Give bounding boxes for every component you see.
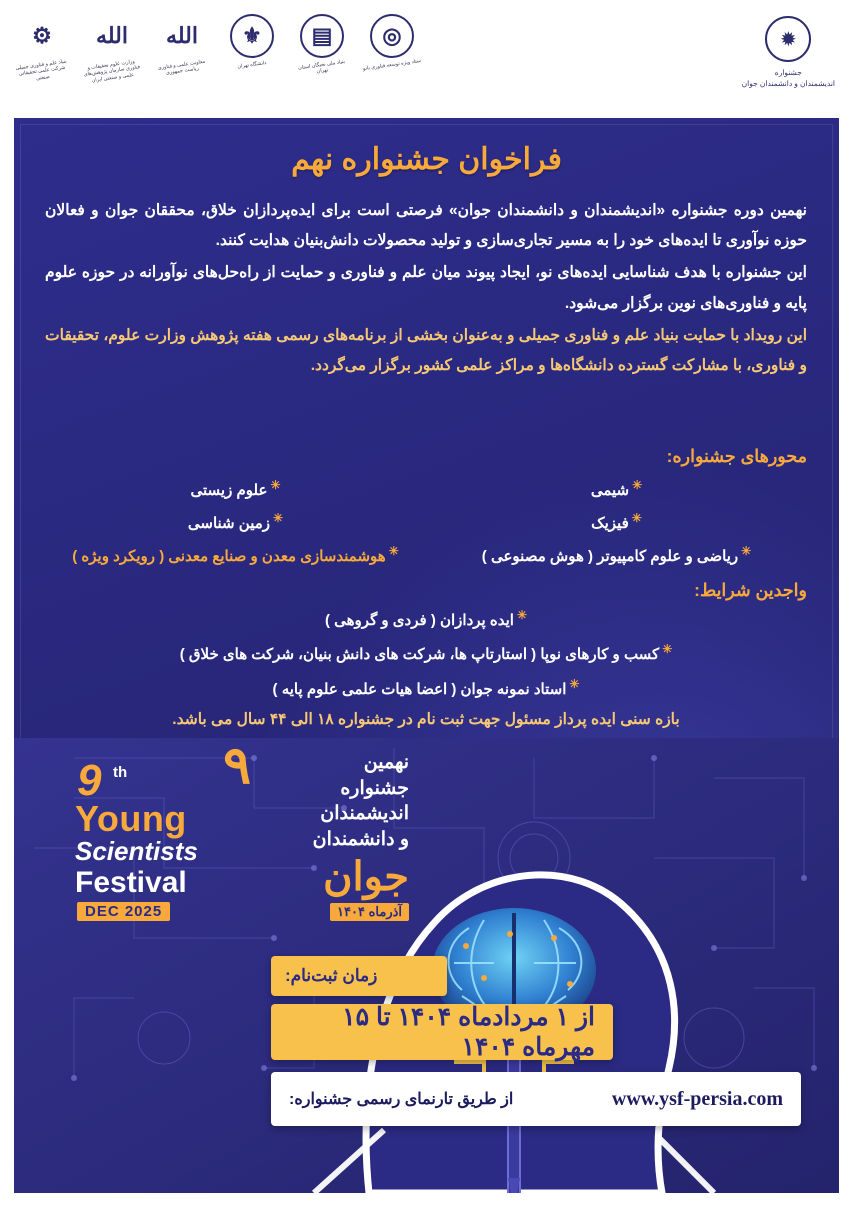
- sponsor-logo-caption: ستاد ویژه توسعه فناوری نانو: [362, 57, 422, 73]
- axis-item: [45, 506, 426, 539]
- eligibility-label: کسب و کارهای نوپا ( استارتاپ ها، شرکت های دانش بنیان، شرکت های خلاق ): [179, 646, 660, 664]
- wordmark-young: Young: [75, 798, 187, 839]
- festival-seal-caption-line2: اندیشمندان و دانشمندان جوان: [741, 79, 835, 89]
- eligibility-label: استاد نمونه جوان ( اعضا هیات علمی علوم پایه ): [272, 680, 567, 698]
- poster: [14, 118, 839, 1193]
- website-url[interactable]: www.ysf-persia.com: [611, 1087, 783, 1110]
- sponsor-logo-caption: دانشگاه تهران: [237, 59, 267, 71]
- intro-paragraph-2: این جشنواره با هدف شناسایی ایده‌های نو، ایجاد پیوند میان علم و فناوری و حمایت از راه‌حل‌های نوآورانه در حوزه علوم پایه و فناوری‌های نوین برگزار می‌شود.: [45, 264, 807, 312]
- eligibility-item: [45, 603, 807, 637]
- book-tower-icon: ▤: [300, 14, 344, 58]
- festival-seal-caption: [742, 67, 835, 90]
- axis-label: شیمی: [590, 482, 630, 499]
- sponsor-logo: [362, 14, 422, 73]
- sponsor-logo: [14, 14, 70, 81]
- sponsor-logo: [83, 14, 141, 84]
- festival-seal-caption-line1: جشنواره: [774, 68, 802, 77]
- axis-item: [426, 539, 807, 572]
- axis-label: علوم زیستی: [190, 482, 268, 499]
- wordmark-fa-line4: و دانشمندان: [312, 828, 409, 850]
- axis-item: [426, 506, 807, 539]
- axes-column-right: [426, 473, 807, 572]
- bullet-star-icon: ✳: [273, 511, 284, 525]
- spiral-emblem-icon: ◎: [370, 14, 414, 58]
- iran-emblem-icon: الله: [166, 23, 198, 48]
- bullet-star-icon: ✳: [270, 478, 281, 492]
- sponsor-logo-caption: معاونت علمی و فناوری ریاست جمهوری: [157, 58, 206, 77]
- iran-emblem-2-icon: الله: [96, 23, 128, 48]
- wordmark-scientists: Scientists: [75, 836, 198, 866]
- eligibility-item: [45, 672, 807, 706]
- wordmark-fa-javan: جوان: [323, 854, 409, 899]
- festival-seal: [742, 16, 835, 90]
- axis-label: ریاضی و علوم کامپیوتر ( هوش مصنوعی ): [481, 548, 739, 565]
- bullet-star-icon: ✳: [569, 676, 580, 691]
- wordmark-fa-block: [259, 750, 409, 921]
- sponsor-logo: [294, 14, 350, 75]
- wordmark-date-badge: DEC 2025: [77, 902, 170, 921]
- header-logo-bar: [0, 0, 853, 118]
- axis-label: هوشمندسازی معدن و صنایع معدنی ( رویکرد ویژه ): [72, 548, 386, 565]
- axes-title: محورهای جشنواره:: [666, 446, 807, 466]
- bullet-star-icon: ✳: [516, 608, 528, 622]
- sponsor-logo-caption: بنیاد علم و فناوری جمیلی شرکت علمی تحقیقاتی صنعتی: [15, 58, 68, 82]
- festival-wordmark: [69, 737, 409, 930]
- axis-item: [426, 473, 807, 506]
- sponsor-logo: [224, 14, 280, 71]
- eligibility-title: واجدین شرایط:: [694, 580, 807, 600]
- axes-column-left: [45, 473, 426, 572]
- axis-item: [45, 473, 426, 506]
- wordmark-festival: Festival: [75, 866, 187, 899]
- wordmark-fa-line1: نهمین: [363, 752, 409, 773]
- wordmark-ordinal-number: 9: [77, 756, 102, 805]
- eligibility-section: [45, 570, 807, 729]
- website-ribbon[interactable]: [271, 1072, 801, 1126]
- website-label: از طریق تارنمای رسمی جشنواره:: [289, 1091, 514, 1108]
- bullet-star-icon: ✳: [741, 544, 752, 558]
- axis-item-special: [45, 539, 426, 572]
- age-range-note: بازه سنی ایده پرداز مسئول جهت ثبت نام در جشنواره ۱۸ الی ۴۴ سال می باشد.: [172, 710, 680, 728]
- bullet-star-icon: ✳: [632, 478, 643, 492]
- university-tehran-icon: ⚜: [230, 14, 274, 58]
- bullet-star-icon: ✳: [388, 544, 399, 558]
- festival-axes-section: [45, 436, 807, 572]
- gear-icon: ⚙: [32, 23, 52, 48]
- eligibility-label: ایده پردازان ( فردی و گروهی ): [324, 612, 514, 629]
- festival-seal-icon: ✹: [765, 16, 811, 62]
- axis-label: زمین شناسی: [187, 515, 271, 532]
- intro-text: [45, 196, 807, 383]
- axis-label: فیزیک: [591, 515, 629, 532]
- bullet-star-icon: ✳: [662, 642, 673, 657]
- sponsor-logo-caption: بنیاد ملی نخبگان استان تهران: [297, 58, 346, 75]
- wordmark-fa-date-badge: آذرماه ۱۴۰۴: [330, 903, 409, 921]
- wordmark-ordinal-suffix: th: [113, 764, 128, 781]
- sponsor-logo-caption: وزارت علوم تحقیقات و فناوری سازمان پژوهش‌های علمی و صنعتی ایران: [83, 58, 141, 84]
- intro-paragraph-3: این رویداد با حمایت بنیاد علم و فناوری جمیلی و به‌عنوان بخشی از برنامه‌های رسمی هفته پژوهش وزارت علوم، تحقیقات و فناوری، با مشارکت گسترده دانشگاه‌ها و مراکز علمی کشور برگزار می‌گردد.: [45, 326, 807, 375]
- eligibility-item: [45, 637, 807, 671]
- wordmark-fa-line2: جشنواره: [340, 777, 409, 799]
- page-title: فراخوان جشنواره نهم: [291, 143, 562, 176]
- wordmark-fa-line3: اندیشمندان: [320, 803, 409, 825]
- sponsor-logos-left: [14, 14, 422, 84]
- intro-paragraph-1: نهمین دوره جشنواره «اندیشمندان و دانشمندان جوان» فرصتی است برای ایده‌پردازان خلاق، محققان جوان و فعالان حوزه نوآوری تا ایده‌های خود را به مسیر تجاری‌سازی و تولید محصولات دانش‌بنیان هدایت کنند.: [45, 202, 807, 250]
- registration-label-ribbon: زمان ثبت‌نام:: [271, 956, 447, 996]
- wordmark-fa-big-number: ۹: [223, 737, 251, 795]
- registration-date-ribbon: از ۱ مردادماه ۱۴۰۴ تا ۱۵ مهرماه ۱۴۰۴: [271, 1004, 613, 1060]
- bullet-star-icon: ✳: [631, 511, 642, 525]
- sponsor-logo: [154, 14, 210, 75]
